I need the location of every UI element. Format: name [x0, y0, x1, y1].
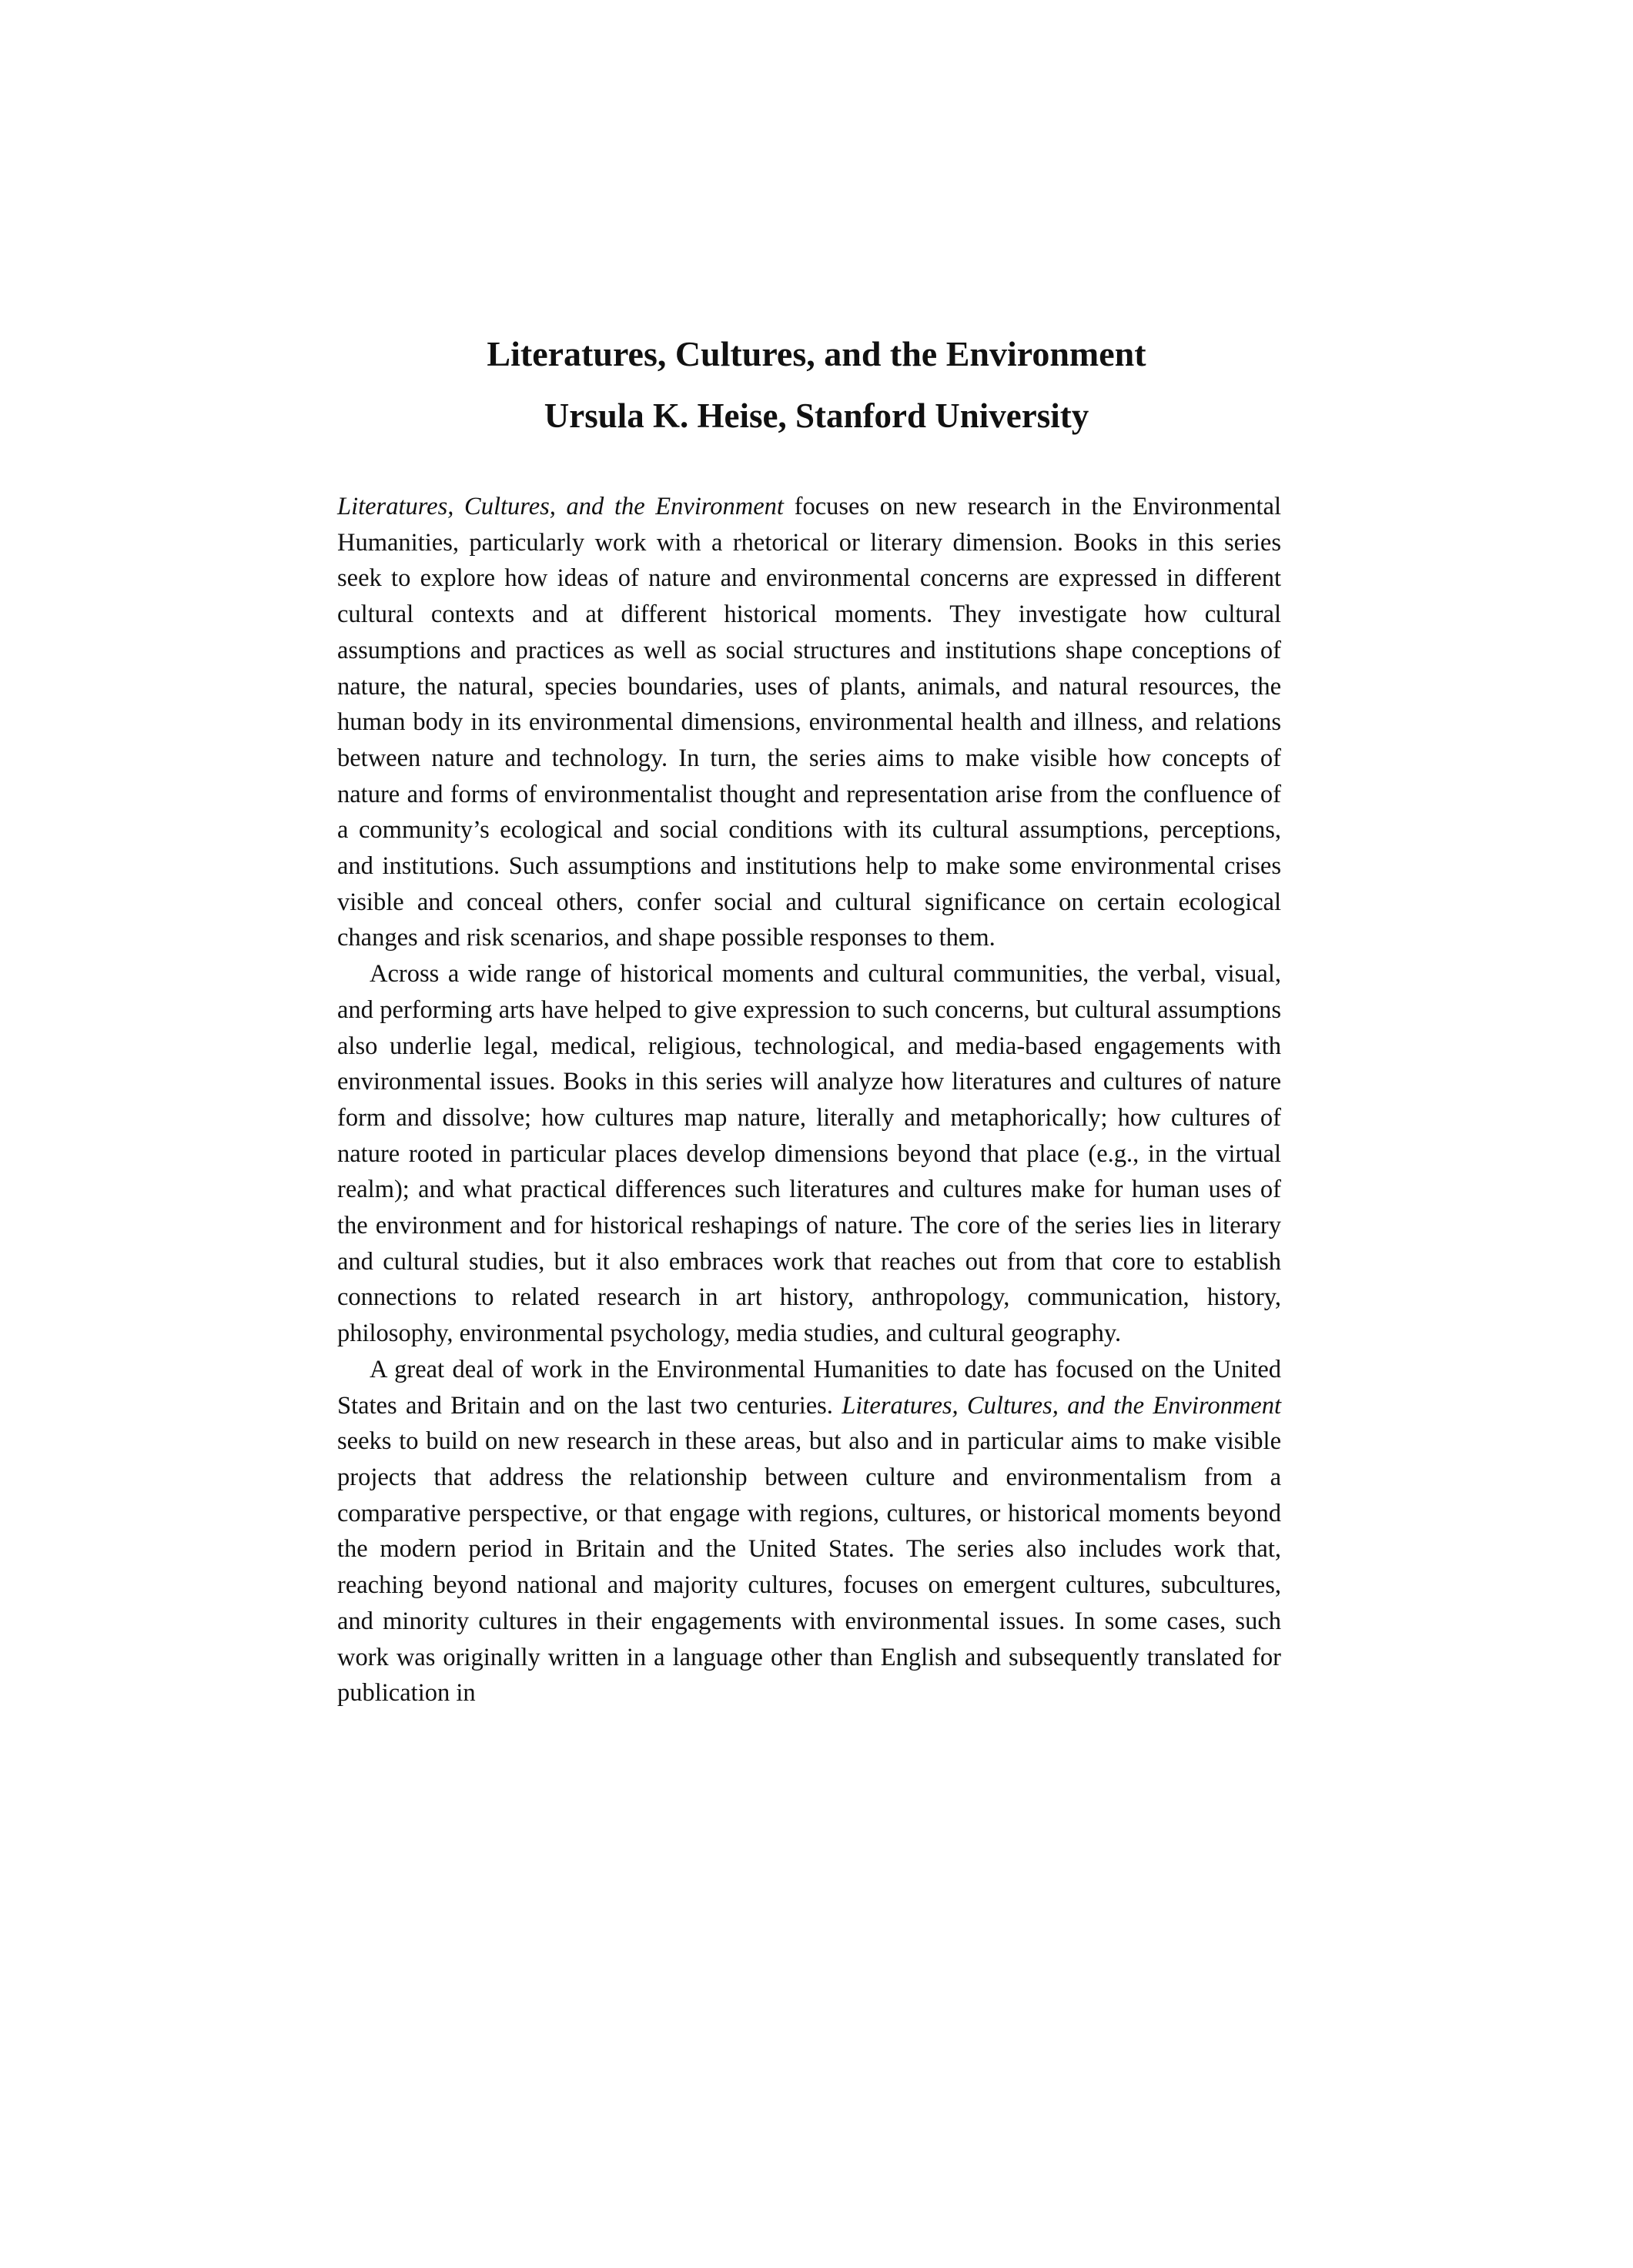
series-description [337, 489, 1281, 1711]
series-editor: Ursula K. Heise, Stanford University [544, 396, 1089, 435]
paragraph-3-text-after: seeks to build on new research in these areas, but also and in particular aims to make visible projects that address the relationship between culture and environmentalism from a comparative perspective, or that engage with regions, cultures, or historical moments beyond the modern period in Britain and the United States. The series also includes work that, reaching beyond national and majority cultures, focuses on emergent cultures, subcultures, and minority cultures in their engagements with environmental issues. In some cases, such work was originally written in a language other than English and subsequently translated for publication in [337, 1427, 1281, 1708]
paragraph-3-text-before: A great deal of work in the Environmental Humanities to date has focused on the United States and Britain and on the last two centuries. [337, 1355, 1281, 1420]
series-title: Literatures, Cultures, and the Environment [487, 334, 1146, 373]
series-name-italic: Literatures, Cultures, and the Environment [337, 493, 784, 520]
paragraph-1 [337, 489, 1281, 956]
paragraph-2: Across a wide range of historical moments and cultural communities, the verbal, visual, and performing arts have helped to give expression to such concerns, but cultural assumptions also underlie legal, medical, religious, technological, and media-based engagements with environmental issues. Books in this series will analyze how literatures and cultures of nature form and dissolve; how cultures map nature, literally and metaphorically; how cultures of nature rooted in particular places develop dimensions beyond that place (e.g., in the virtual realm); and what practical differences such literatures and cultures make for human uses of the environment and for historical reshapings of nature. The core of the series lies in literary and cultural studies, but it also embraces work that reaches out from that core to establish connections to related research in art history, anthropology, communication, history, philosophy, environmental psychology, media studies, and cultural geography. [337, 960, 1281, 1348]
series-name-italic: Literatures, Cultures, and the Environment [842, 1391, 1281, 1420]
paragraph-1-text: focuses on new research in the Environmental Humanities, particularly work with a rhetorical or literary dimension. Books in this series seek to explore how ideas of nature and environmental concerns are expressed in different cultural contexts and at different historical moments. They investigate how cultural assumptions and practices as well as social structures and institutions shape conceptions of nature, the natural, species boundaries, uses of plants, animals, and natural resources, the human body in its environmental dimensions, environmental health and illness, and relations between nature and technology. In turn, the series aims to make visible how concepts of nature and forms of environmentalist thought and representation arise from the confluence of a community’s ecological and social conditions with its cultural assumptions, perceptions, and institutions. Such assumptions and institutions help to make some environmental crises visible and conceal others, confer social and cultural significance on certain ecological changes and risk scenarios, and shape possible responses to them. [337, 493, 1281, 952]
paragraph-3 [337, 1352, 1281, 1711]
